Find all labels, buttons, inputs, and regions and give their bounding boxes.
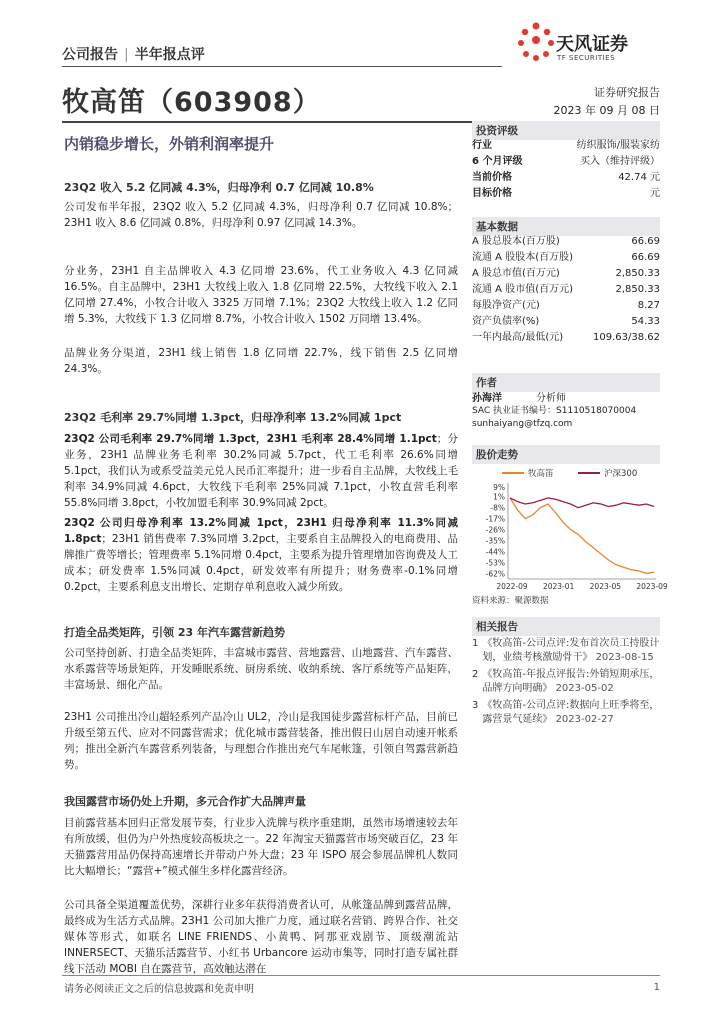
paragraph-bold: 23Q2 公司归母净利率 13.2%同减 1pct，23H1 归母净利率 11.3%同减 1.8pct xyxy=(64,517,458,545)
rating-section-title: 投资评级 xyxy=(472,121,660,140)
page-title: 牧高笛（603908） xyxy=(62,87,321,118)
y-tick-label: -8% xyxy=(490,503,505,513)
basic-value: 2,850.33 xyxy=(615,284,660,295)
rating-row xyxy=(472,170,660,186)
paragraph-text: ；分业务，23H1 品牌业务毛利率 30.2%同减 5.7pct，代工毛利率 26.6%同增 5.1pct，我们认为或系受益美元兑人民币汇率提升；进一步看自主品牌，大牧线上毛利率 34.9%同减 4.6pct，大牧线下毛利率 25%同减 7.1pct，小牧直营毛利率 55.8%同增 3.8pct，小牧加盟毛利率 30.9%同减 2pct。 xyxy=(64,433,459,509)
paragraph xyxy=(64,645,458,693)
related-item[interactable] xyxy=(472,637,660,665)
paragraph xyxy=(64,815,458,879)
section-heading-products: 打造全品类矩阵，引领 23 年汽车露营新趋势 xyxy=(64,626,285,639)
author-line xyxy=(472,392,660,405)
x-tick-label: 2023-01 xyxy=(542,582,575,591)
series-line xyxy=(510,498,654,574)
basic-key: 资产负债率(%) xyxy=(472,316,540,327)
paragraph-text: 公司具备全渠道覆盖优势，深耕行业多年获得消费者认可，从帐篷品牌到露营品牌，最终成为生活方式品牌。23H1 公司加大推广力度，通过联名营销、跨界合作、社交媒体等形式，如联名 LINE FRIENDS、小黄鸭、阿那亚戏剧节、顶级潮流站 INNERSECT、天猫乐活露营节、小红书 Urbancore 运动市集等，同时打造专属社群线下活动 MOBI 自在露营节，高效触达潜在 xyxy=(64,899,458,975)
related-date: 2023-08-15 xyxy=(595,652,654,663)
basic-row xyxy=(472,330,660,346)
rating-row xyxy=(472,186,660,202)
y-tick-label: -53% xyxy=(485,558,505,568)
basic-section-title: 基本数据 xyxy=(472,217,660,236)
related-title[interactable]: 《牧高笛-公司点评:发布首次员工持股计划，业绩考核激励骨干》 xyxy=(482,638,660,663)
related-index: 2 xyxy=(472,669,479,680)
paragraph-text: ；23H1 销售费率 7.3%同增 3.2pct，主要系自主品牌投入的电商费用、品牌推广费等增长；管理费率 5.1%同增 0.4pct，主要系为提升管理增加咨询费及人工成本；研发费率 1.5%同减 0.4pct，研发效率有所提升；财务费率-0.1%同增 0.2pct，主要系利息支出增长、定期存单利息收入减少所致。 xyxy=(64,533,458,593)
brand-name: 天风证券 xyxy=(556,34,628,55)
basic-table xyxy=(472,234,660,346)
related-index: 3 xyxy=(472,700,479,711)
basic-value: 2,850.33 xyxy=(615,268,660,279)
rating-row xyxy=(472,138,660,154)
paragraph xyxy=(64,515,458,595)
author-block xyxy=(472,392,660,431)
related-title[interactable]: 《牧高笛-公司点评:数据向上旺季将至，露营景气延续》 xyxy=(482,700,660,725)
related-item-body xyxy=(482,668,660,696)
related-item[interactable] xyxy=(472,668,660,696)
paragraph-text: 品牌业务分渠道，23H1 线上销售 1.8 亿同增 22.7%，线下销售 2.5 亿同增 24.3%。 xyxy=(64,347,458,375)
paragraph-text: 公司坚持创新、打造全品类矩阵，丰富城市露营、营地露营、山地露营、汽车露营、水系露营等场景矩阵，开发睡眠系统、厨房系统、收纳系统、客厅系统等产品矩阵，丰富场景、细化产品。 xyxy=(64,647,458,691)
author-email[interactable]: sunhaiyang@tfzq.com xyxy=(472,419,573,429)
brand-name-en: TF SECURITIES xyxy=(557,54,616,62)
author-name: 孙海洋 xyxy=(472,393,502,404)
y-tick-label: -26% xyxy=(485,525,505,535)
related-title[interactable]: 《牧高笛-年报点评报告:外销短期承压，品牌方向明确》 xyxy=(482,669,660,694)
related-item-body xyxy=(482,699,660,727)
brand-logo-icon xyxy=(516,20,556,64)
report-category: 公司报告 | 半年报点评 xyxy=(62,47,205,63)
rating-key: 目标价格 xyxy=(472,188,512,199)
section-heading-margin: 23Q2 毛利率 29.7%同增 1.3pct，归母净利率 13.2%同减 1pct xyxy=(64,411,402,424)
rating-row xyxy=(472,154,660,170)
basic-value: 8.27 xyxy=(637,300,660,311)
basic-key: 流通 A 股市值(百万元) xyxy=(472,284,574,295)
basic-row xyxy=(472,266,660,282)
y-tick-label: -35% xyxy=(485,536,505,546)
legend-label: 牧高笛 xyxy=(528,469,554,479)
y-tick-label: 1% xyxy=(493,492,505,502)
paragraph xyxy=(64,431,458,511)
basic-value: 66.69 xyxy=(631,252,660,263)
basic-key: A 股总股本(百万股) xyxy=(472,236,560,247)
rating-value: 纺织服饰/服装家纺 xyxy=(576,140,660,151)
y-tick-label: -17% xyxy=(485,514,505,524)
paragraph-text: 目前露营基本回归正常发展节奏，行业步入洗牌与秩序重建期，虽然市场增速较去年有所放缓，但仍为户外热度较高板块之一。22 年淘宝天猫露营市场突破百亿，23 年天猫露营用品仍保持高速增长并带动户外大盘；23 年 ISPO 展会参展品牌机人数同比大幅增长；“露营+”模式催生多样化露营经济。 xyxy=(64,817,458,877)
chart-source: 资料来源：聚源数据 xyxy=(472,596,549,606)
paragraph xyxy=(64,199,458,231)
related-section-title: 相关报告 xyxy=(472,617,660,636)
paragraph-text: 分业务，23H1 自主品牌收入 4.3 亿同增 23.6%，代工业务收入 4.3 亿同减 16.5%。自主品牌中，23H1 大牧线上收入 1.8 亿同增 22.5%，大牧线下收入 2.1 亿同增 27.4%，小牧合计收入 3325 万同增 7.1%；23Q2 大牧线上收入 1.2 亿同增 5.3%，大牧线下 1.3 亿同增 8.7%，小牧合计收入 1502 万同增 13.4%。 xyxy=(64,265,458,325)
page-number: 1 xyxy=(653,982,660,993)
report-date: 2023 年 09 月 08 日 xyxy=(553,104,660,117)
paragraph xyxy=(64,345,458,377)
related-index: 1 xyxy=(472,638,479,649)
report-type: 证券研究报告 xyxy=(594,86,660,99)
rating-value: 买入（维持评级） xyxy=(580,156,660,167)
section-heading-revenue: 23Q2 收入 5.2 亿同减 4.3%，归母净利 0.7 亿同减 10.8% xyxy=(64,181,374,194)
basic-key: A 股总市值(百万元) xyxy=(472,268,560,279)
rating-key: 6 个月评级 xyxy=(472,156,523,167)
chart-section-title: 股价走势 xyxy=(472,445,660,464)
related-list xyxy=(472,637,660,727)
basic-value: 54.33 xyxy=(631,316,660,327)
paragraph xyxy=(64,263,458,327)
footer-disclaimer: 请务必阅读正文之后的信息披露和免责申明 xyxy=(64,984,254,995)
section-heading-market: 我国露营市场仍处上升期，多元合作扩大品牌声量 xyxy=(64,795,306,808)
basic-key: 一年内最高/最低(元) xyxy=(472,332,564,343)
stock-price-chart xyxy=(472,463,668,593)
basic-key: 每股净资产(元) xyxy=(472,300,540,311)
y-tick-label: -44% xyxy=(485,547,505,557)
rating-key: 行业 xyxy=(472,140,492,151)
paragraph xyxy=(64,897,458,977)
x-tick-label: 2023-05 xyxy=(589,582,622,591)
paragraph xyxy=(64,709,458,773)
author-license: SAC 执业证书编号：S1110518070004 xyxy=(472,406,637,416)
paragraph-text: 23H1 公司推出冷山超轻系列产品冷山 UL2，冷山是我国徒步露营标杆产品，目前已升级至第五代、应对不同露营需求；优化城市露营装备，推出假日山居自动速开帐系列；推出全新汽车露营系列装备，与理想合作推出充气车尾帐篷，引领自驾露营新趋势。 xyxy=(64,711,458,771)
basic-key: 流通 A 股股本(百万股) xyxy=(472,252,574,263)
basic-row xyxy=(472,314,660,330)
category-label: 公司报告 xyxy=(62,47,118,63)
subcategory-label: 半年报点评 xyxy=(134,47,205,63)
basic-row xyxy=(472,234,660,250)
y-tick-label: 9% xyxy=(493,483,505,492)
paragraph-text: 公司发布半年报，23Q2 收入 5.2 亿同减 4.3%，归母净利 0.7 亿同减 10.8%；23H1 收入 8.6 亿同减 0.8%，归母净利 0.97 亿同减 14.3%。 xyxy=(64,201,458,229)
related-date: 2023-05-02 xyxy=(555,683,614,694)
basic-row xyxy=(472,250,660,266)
rating-value: 42.74 元 xyxy=(618,172,660,183)
related-item[interactable] xyxy=(472,699,660,727)
author-role: 分析师 xyxy=(536,393,566,404)
headline: 内销稳步增长，外销利润率提升 xyxy=(64,135,275,153)
basic-value: 109.63/38.62 xyxy=(593,332,660,343)
basic-value: 66.69 xyxy=(631,236,660,247)
header-rule xyxy=(62,66,502,67)
related-date: 2023-02-27 xyxy=(555,714,614,725)
footer-rule xyxy=(62,975,660,976)
series-line xyxy=(510,498,654,508)
y-tick-label: -62% xyxy=(485,569,505,579)
author-section-title: 作者 xyxy=(472,373,660,392)
basic-row xyxy=(472,282,660,298)
rating-table xyxy=(472,138,660,202)
paragraph-bold: 23Q2 公司毛利率 29.7%同增 1.3pct，23H1 毛利率 28.4%同增 1.1pct xyxy=(64,433,437,445)
legend-label: 沪深300 xyxy=(604,469,638,479)
rating-key: 当前价格 xyxy=(472,172,512,183)
related-item-body xyxy=(482,637,660,665)
rating-value: 元 xyxy=(650,188,660,199)
x-tick-label: 2023-09 xyxy=(636,582,668,591)
x-tick-label: 2022-09 xyxy=(496,582,528,591)
basic-row xyxy=(472,298,660,314)
